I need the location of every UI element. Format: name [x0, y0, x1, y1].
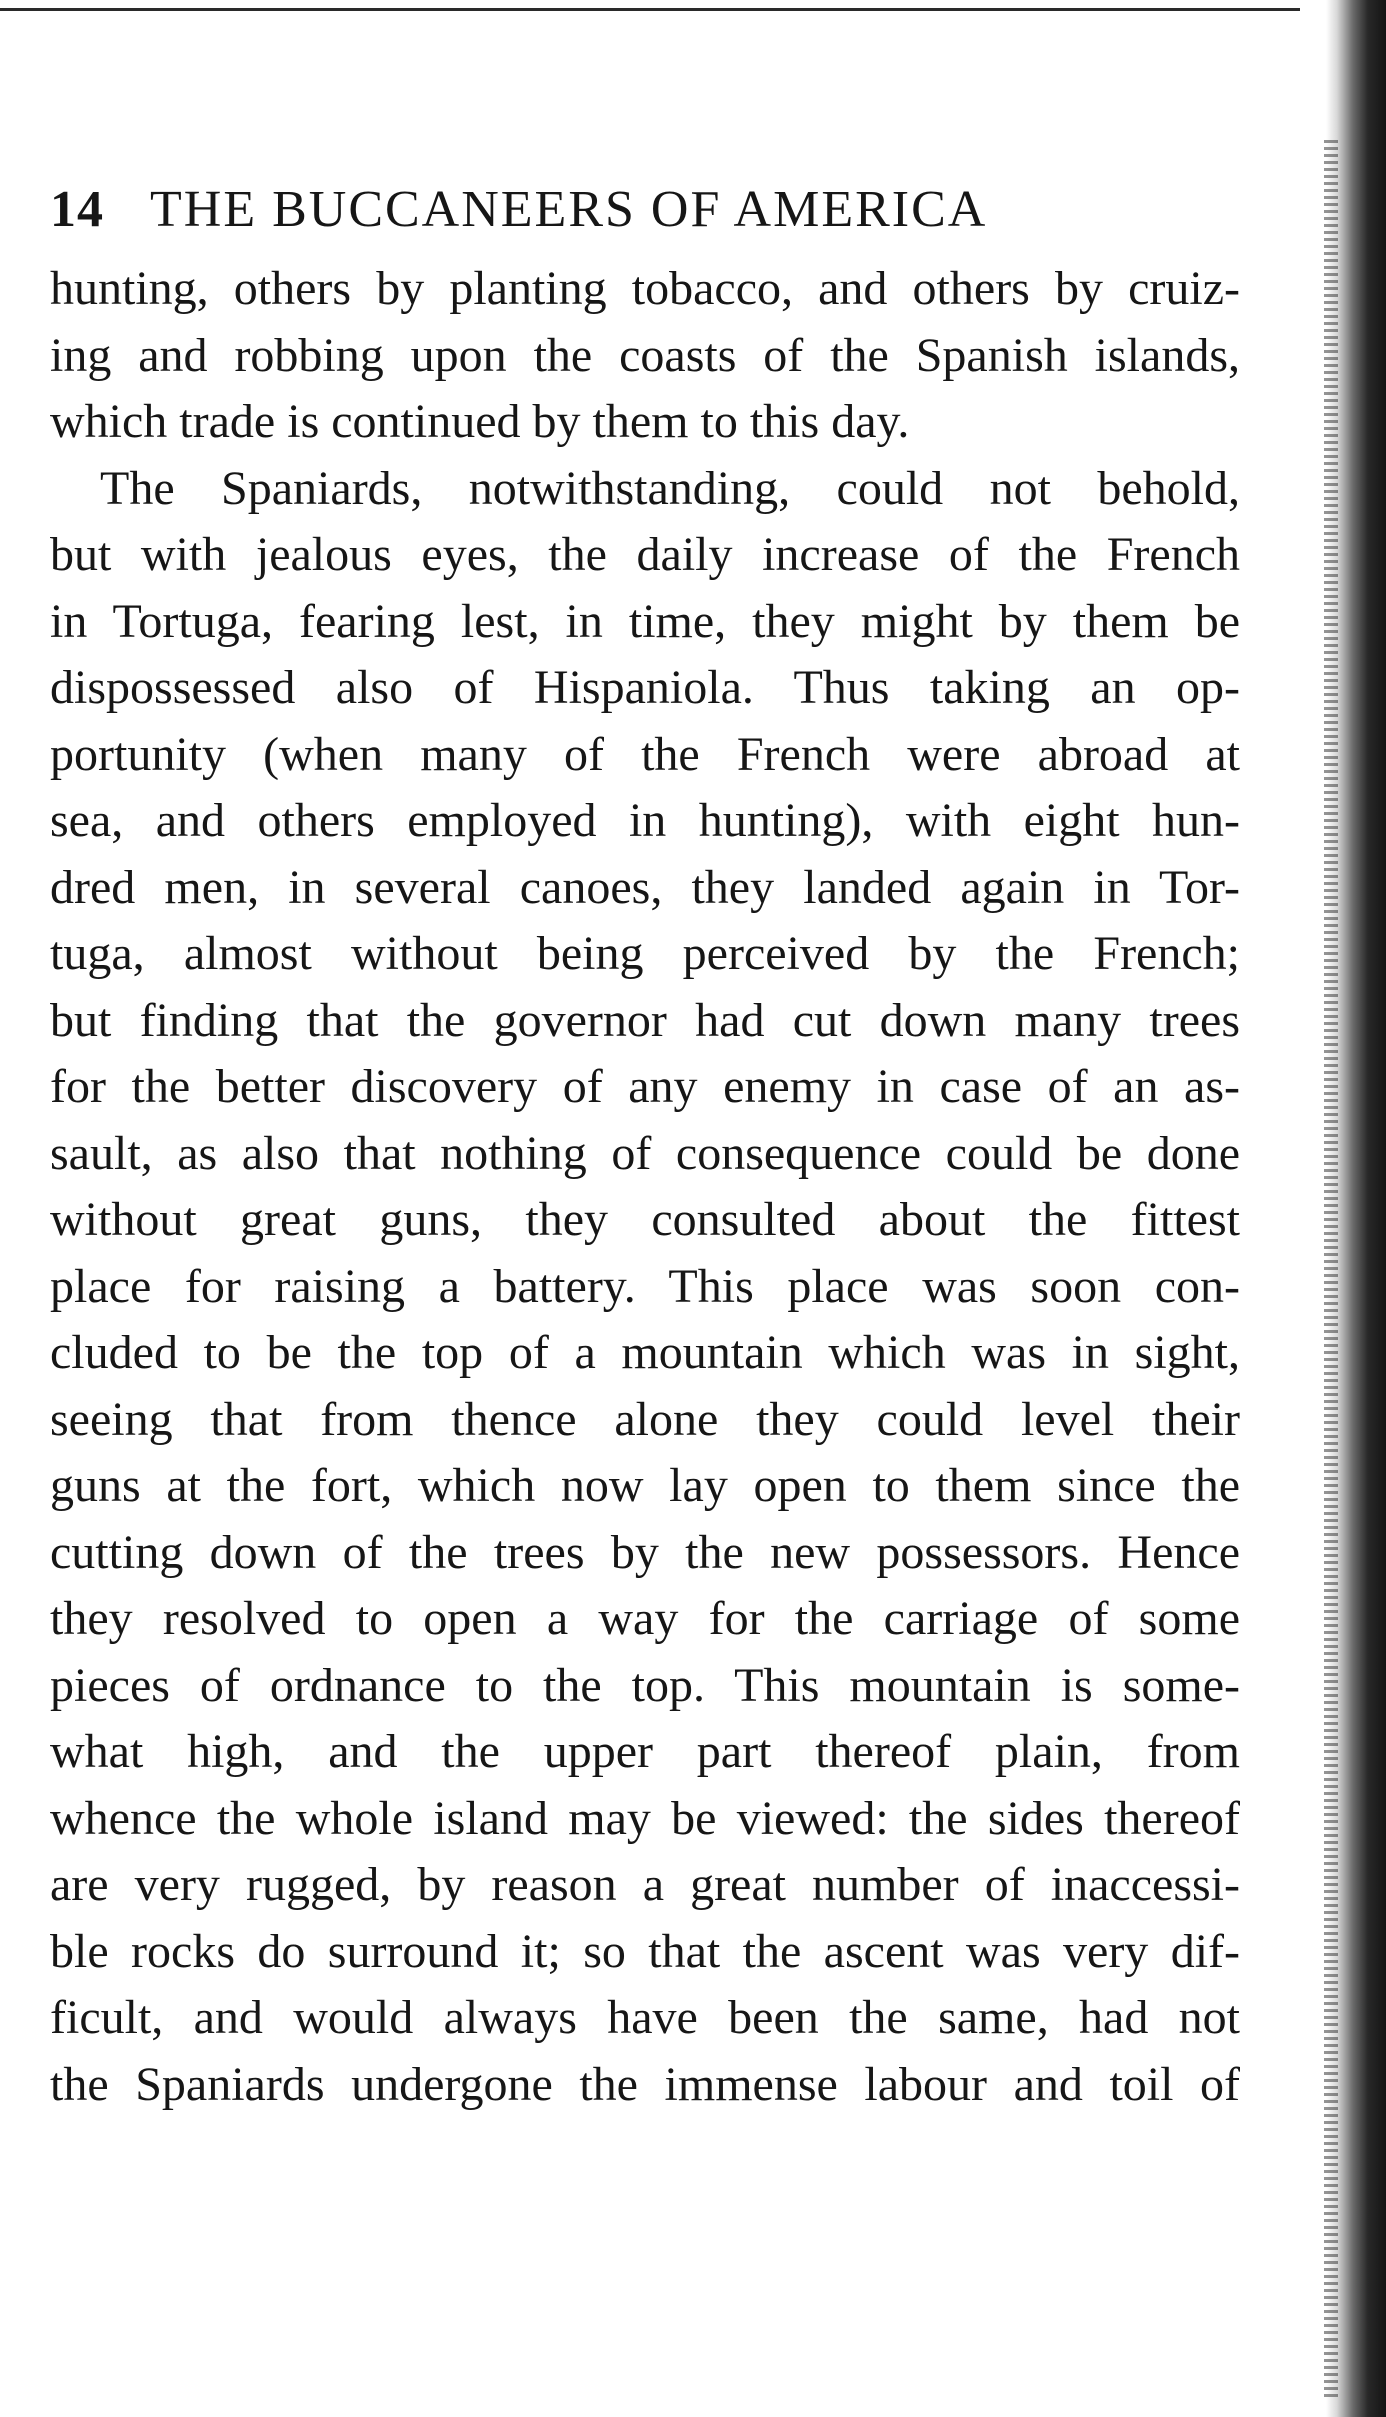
page-number: 14 — [50, 181, 104, 238]
text-line: cluded to be the top of a mountain which was in sight, — [50, 1326, 1240, 1379]
text-line: for the better discovery of any enemy in case of an as- — [50, 1060, 1240, 1113]
text-line: in Tortuga, fearing lest, in time, they might by them be — [50, 594, 1240, 648]
text-line: ficult, and would always have been the same, had not — [50, 1991, 1240, 2044]
text-line: sea, and others employed in hunting), with eight hun- — [50, 794, 1240, 847]
text-line: whence the whole island may be viewed: the sides thereof — [50, 1791, 1240, 1845]
running-head — [50, 180, 1240, 256]
text-line: portunity (when many of the French were abroad at — [50, 727, 1240, 781]
text-line: dred men, in several canoes, they landed again in Tor- — [50, 860, 1240, 914]
text-line: are very rugged, by reason a great number of inaccessi- — [50, 1858, 1240, 1911]
text-line: sault, as also that nothing of consequence could be done — [50, 1126, 1240, 1180]
running-title: THE BUCCANEERS OF AMERICA — [150, 181, 988, 238]
text-line: what high, and the upper part thereof plain, from — [50, 1725, 1240, 1778]
text-line: ble rocks do surround it; so that the ascent was very dif- — [50, 1924, 1240, 1978]
text-line: without great guns, they consulted about the fittest — [50, 1193, 1240, 1246]
text-line: hunting, others by planting tobacco, and others by cruiz- — [50, 262, 1240, 315]
text-line: place for raising a battery. This place was soon con- — [50, 1259, 1240, 1313]
text-line: guns at the fort, which now lay open to them since the — [50, 1459, 1240, 1512]
text-line: which trade is continued by them to this day. — [50, 395, 910, 448]
text-line: tuga, almost without being perceived by the French; — [50, 927, 1240, 980]
text-line: The Spaniards, notwithstanding, could not behold, — [100, 461, 1240, 515]
text-line: but finding that the governor had cut down many trees — [50, 993, 1240, 1047]
binding-gutter-speckle — [1324, 140, 1338, 2400]
text-line: seeing that from thence alone they could level their — [50, 1392, 1240, 1446]
top-rule — [0, 8, 1300, 11]
text-line: but with jealous eyes, the daily increase of the French — [50, 528, 1240, 581]
text-line: dispossessed also of Hispaniola. Thus taking an op- — [50, 661, 1240, 714]
text-line: ing and robbing upon the coasts of the Spanish islands, — [50, 328, 1240, 382]
body-text — [50, 256, 1240, 2118]
book-page — [50, 180, 1240, 2118]
text-line: pieces of ordnance to the top. This mountain is some- — [50, 1658, 1240, 1712]
text-line: cutting down of the trees by the new possessors. Hence — [50, 1525, 1240, 1579]
text-line: the Spaniards undergone the immense labour and toil of — [50, 2057, 1240, 2111]
text-line: they resolved to open a way for the carriage of some — [50, 1592, 1240, 1645]
